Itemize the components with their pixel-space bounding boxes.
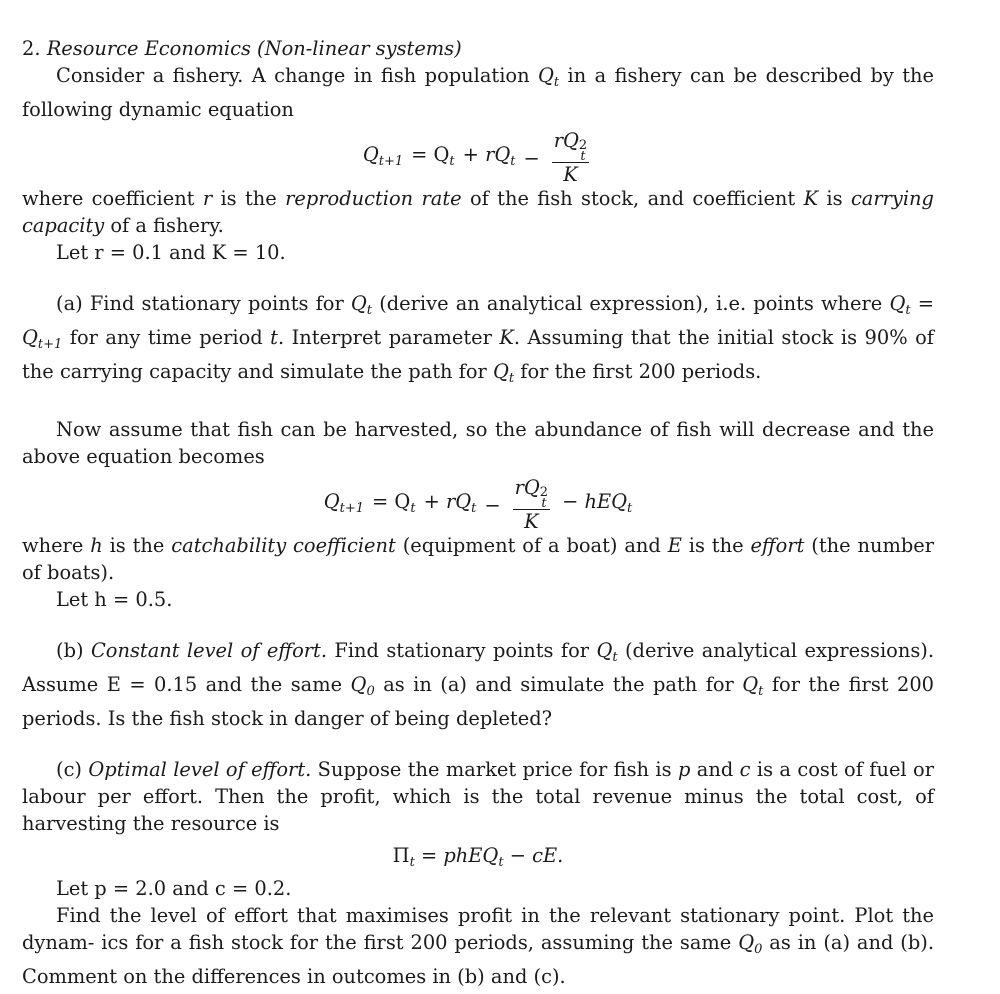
exercise-number: 2. <box>22 37 41 60</box>
parameters-line-3: Let p = 2.0 and c = 0.2. <box>56 877 292 900</box>
fraction: rQ 2 t K <box>514 476 549 533</box>
exercise-page <box>22 35 934 990</box>
final-paragraph: Find the level of effort that maximises profit in the relevant stationary point. Plot the dynam- ics for a fish stock for the first 200 periods, assuming the same $Q_0$ as in (a) and (b). Comment on the differences in outcomes in (b) and (c). <box>22 904 934 988</box>
equation-2: $Q_{t+1}$ = $Q_t$ + $rQ_t$ − rQ 2 t K − hEQ$_t$ <box>323 476 633 533</box>
parameters-line-1: Let r = 0.1 and K = 10. <box>56 241 286 264</box>
intro-paragraph: Consider a fishery. A change in fish population $Q_t$ in a fishery can be described by the following dynamic equation <box>22 64 935 121</box>
parameters-line-2: Let h = 0.5. <box>56 588 173 611</box>
definition-paragraph-2: where h is the catchability coefficient (equipment of a boat) and E is the effort (the number of boats). <box>22 534 935 584</box>
equation-1: $Q_{t+1}$ = $Q_t$ + $rQ_t$ − rQ 2 t K <box>362 129 588 186</box>
fraction: rQ 2 t K <box>553 129 588 186</box>
harvest-paragraph: Now assume that fish can be harvested, so the abundance of fish will decrease and the above equation becomes <box>22 418 934 468</box>
part-a: (a) Find stationary points for $Q_t$ (derive an analytical expression), i.e. points where $Q_t = Q_{t+1}$ for any time period t. Interpret parameter K. Assuming that the initial stock is 90% of the carrying capacity and simulate the path for $Q_t$ for the first 200 periods. <box>22 292 934 386</box>
part-b: (b) Constant level of effort. Find stationary points for $Q_t$ (derive analytical expressions). Assume E = 0.15 and the same $Q_0$ as in (a) and simulate the path for $Q_t$ for the first 200 periods. Is the fish stock in danger of being depleted? <box>22 639 935 730</box>
exercise-title: Resource Economics (Non-linear systems) <box>46 37 462 60</box>
part-c: (c) Optimal level of effort. Suppose the market price for fish is p and c is a cost of fuel or labour per effort. Then the profit, which is the total revenue minus the total cost, of harvesting the resource is <box>22 758 934 835</box>
definition-paragraph-1: where coefficient r is the reproduction rate of the fish stock, and coefficient K is carrying capacity of a fishery. <box>22 187 934 237</box>
exercise-header <box>22 35 934 62</box>
equation-3: $\Pi_t$ = phEQ$_t$ − cE. <box>392 844 564 870</box>
